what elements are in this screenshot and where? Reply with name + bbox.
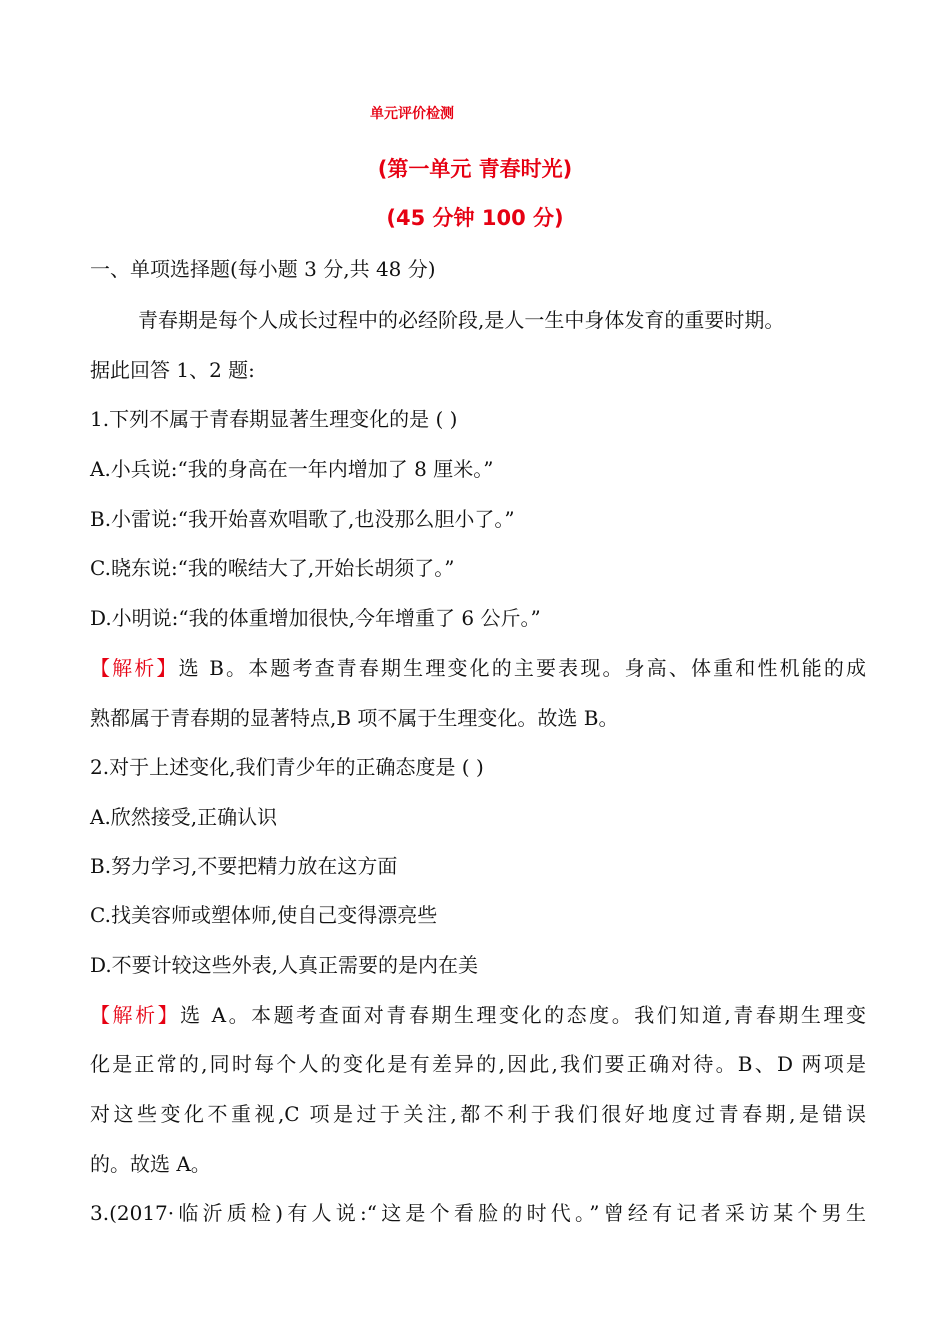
question-2-analysis-line-1 (90, 1001, 866, 1029)
analysis-text: 选 B。本题考查青春期生理变化的主要表现。身高、体重和性机能的成 (178, 656, 867, 680)
question-1-analysis-line-1 (90, 654, 866, 682)
question-1-option-b: B.小雷说:“我开始喜欢唱歌了,也没那么胆小了。” (90, 507, 515, 531)
question-1-stem: 1.下列不属于青春期显著生理变化的是 ( ) (90, 407, 458, 431)
question-2-option-a: A.欣然接受,正确认识 (90, 805, 278, 829)
question-2-analysis-line-2: 化是正常的,同时每个人的变化是有差异的,因此,我们要正确对待。B、D 两项是 (90, 1052, 866, 1076)
question-1-option-c: C.晓东说:“我的喉结大了,开始长胡须了。” (90, 556, 455, 580)
question-1-analysis-line-2: 熟都属于青春期的显著特点,B 项不属于生理变化。故选 B。 (90, 706, 619, 730)
page-header-title: 单元评价检测 (370, 106, 454, 122)
question-2-stem: 2.对于上述变化,我们青少年的正确态度是 ( ) (90, 755, 484, 779)
question-2-analysis-line-4: 的。故选 A。 (90, 1152, 211, 1176)
question-1-option-a: A.小兵说:“我的身高在一年内增加了 8 厘米。” (90, 457, 494, 481)
section-heading: 一、单项选择题(每小题 3 分,共 48 分) (90, 257, 436, 281)
question-2-analysis-line-3: 对这些变化不重视,C 项是过于关注,都不利于我们很好地度过青春期,是错误 (90, 1102, 866, 1126)
question-3-stem: 3.(2017·临沂质检)有人说:“这是个看脸的时代。”曾经有记者采访某个男生 (90, 1201, 866, 1225)
time-score-title: (45 分钟 100 分) (386, 206, 564, 230)
unit-title: (第一单元 青春时光) (377, 157, 573, 181)
intro-paragraph-line-2: 据此回答 1、2 题: (90, 358, 255, 382)
question-2-option-b: B.努力学习,不要把精力放在这方面 (90, 854, 398, 878)
question-1-option-d: D.小明说:“我的体重增加很快,今年增重了 6 公斤。” (90, 606, 541, 630)
question-2-option-c: C.找美容师或塑体师,使自己变得漂亮些 (90, 903, 438, 927)
analysis-text: 选 A。本题考查面对青春期生理变化的态度。我们知道,青春期生理变 (180, 1003, 866, 1027)
analysis-label: 【解析】 (90, 656, 179, 680)
question-2-option-d: D.不要计较这些外表,人真正需要的是内在美 (90, 953, 479, 977)
intro-paragraph-line-1: 青春期是每个人成长过程中的必经阶段,是人一生中身体发育的重要时期。 (138, 308, 785, 332)
analysis-label: 【解析】 (90, 1003, 181, 1027)
